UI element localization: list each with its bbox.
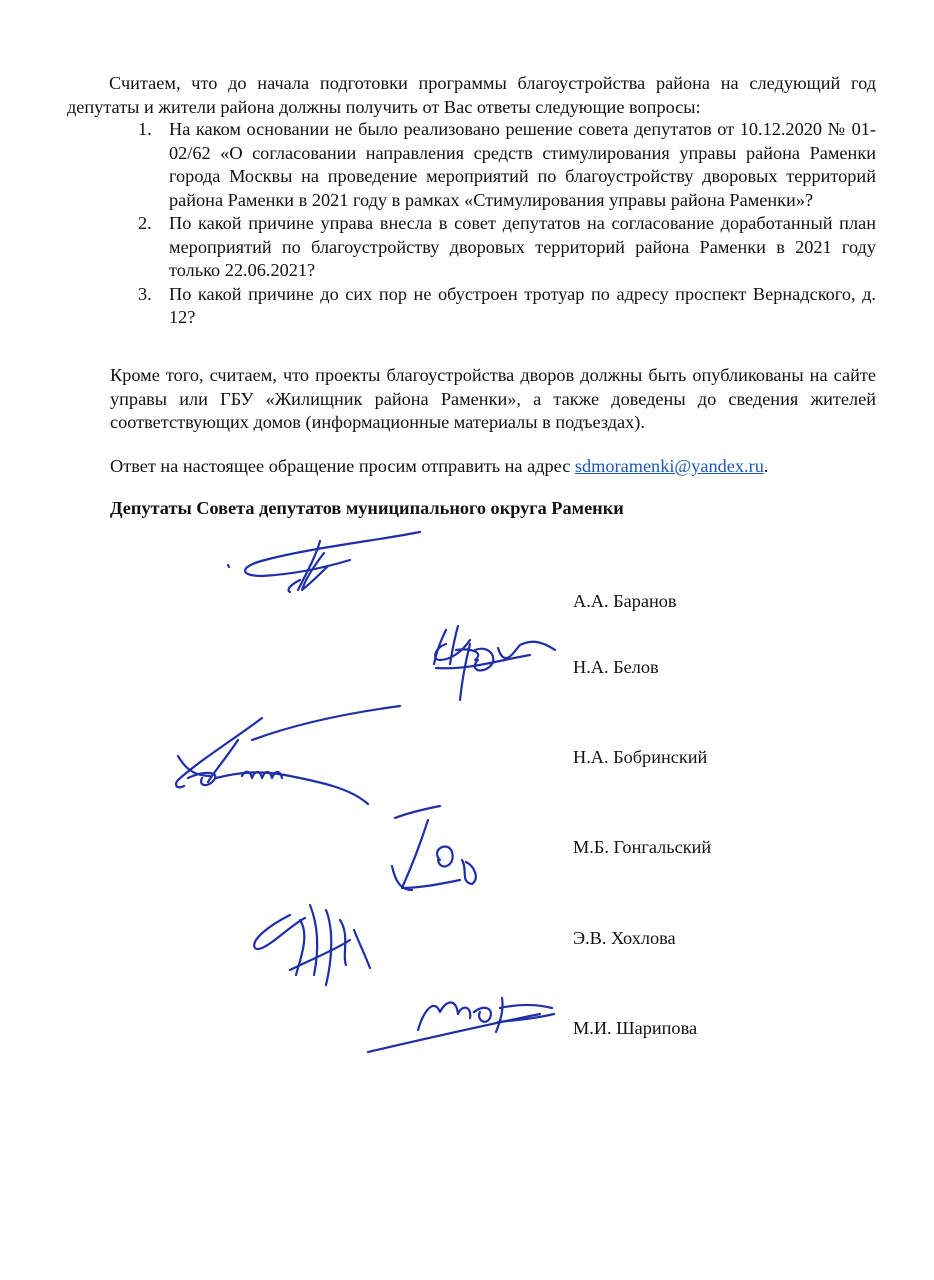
signature-gongalsky xyxy=(392,806,476,890)
signatory-name: М.Б. Гонгальский xyxy=(573,837,712,857)
reply-paragraph xyxy=(110,455,876,479)
question-number: 3. xyxy=(138,283,152,304)
projects-paragraph: Кроме того, считаем, что проекты благоустройства дворов должны быть опубликованы на сайте управы или ГБУ «Жилищник района Раменки», а также доведены до сведения жителей соответствующих домов (информационные материалы в подъездах). xyxy=(110,365,876,432)
list-item xyxy=(138,283,876,330)
signature-heading: Депутаты Совета депутатов муниципального округа Раменки xyxy=(110,498,624,518)
signatory-name: Н.А. Белов xyxy=(573,657,659,677)
signature-khokhlova xyxy=(254,905,370,985)
signatory-name: Н.А. Бобринский xyxy=(573,747,708,767)
email-link[interactable]: sdmoramenki@yandex.ru xyxy=(574,456,764,476)
signatory-name: А.А. Баранов xyxy=(573,591,677,611)
intro-paragraph: Считаем, что до начала подготовки программы благоустройства района на следующий год депутаты и жители района должны получить от Вас ответы следующие вопросы: xyxy=(67,73,876,117)
questions-list xyxy=(138,118,876,330)
reply-text: Ответ на настоящее обращение просим отправить на адрес xyxy=(110,456,575,476)
question-text: На каком основании не было реализовано решение совета депутатов от 10.12.2020 № 01-02/62 «О согласовании направления средств стимулирования управы района Раменки города Москвы на проведение мероприятий по благоустройству дворовых территорий района Раменки в 2021 году в рамках «Стимулирования управы района Раменки»? xyxy=(169,119,876,210)
signatory-name: М.И. Шарипова xyxy=(573,1018,698,1038)
signatory-name: Э.В. Хохлова xyxy=(573,928,676,948)
signature-sharipova xyxy=(368,998,554,1052)
question-text: По какой причине до сих пор не обустроен тротуар по адресу проспект Вернадского, д. 12? xyxy=(169,283,876,327)
question-number: 2. xyxy=(138,213,152,233)
reply-text-end: . xyxy=(763,456,769,476)
question-number: 1. xyxy=(138,119,152,139)
signature-baranov xyxy=(228,532,420,592)
signature-belov xyxy=(434,626,555,700)
question-text: По какой причине управа внесла в совет депутатов на согласование доработанный план мероприятий по благоустройству дворовых территорий района Раменки в 2021 году только 22.06.2021? xyxy=(169,213,876,280)
signature-bobrinsky xyxy=(176,706,400,804)
list-item xyxy=(138,212,876,283)
list-item xyxy=(138,118,876,212)
